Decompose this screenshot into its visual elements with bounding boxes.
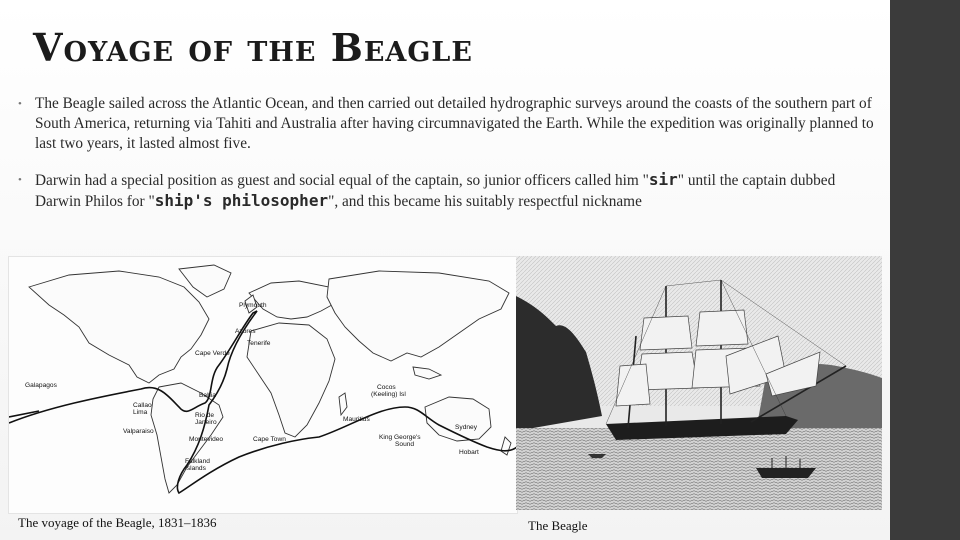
label-cocos: Cocos [377, 384, 396, 391]
bullet-text-philosopher: ship's philosopher [154, 191, 329, 210]
slide-title: Voyage of the Beagle [33, 25, 473, 70]
continent-north-america [29, 271, 209, 383]
label-cape-verde: Cape Verde [195, 350, 230, 357]
label-islands: Islands [185, 465, 206, 472]
label-cape-town: Cape Town [253, 436, 286, 443]
bullet-text-2c: ", and this became his suitably respectful nickname [328, 193, 642, 210]
label-plymouth: Plymouth [239, 302, 267, 309]
continent-asia [327, 271, 509, 361]
slide-sidebar-bar [890, 0, 960, 540]
voyage-map-svg [9, 257, 517, 513]
bullet-dot-icon: • [18, 98, 22, 110]
bullet-text-1: The Beagle sailed across the Atlantic Ocean, and then carried out detailed hydrographic surveys around the coasts of the southern part of South America, returning via Tahiti and Australia after having circumnavigated the Earth. While the expedition was originally planned to last two years, it lasted almost five. [35, 95, 874, 152]
bullet-list [18, 94, 880, 212]
label-azores: Azores [235, 328, 256, 335]
bullet-item-1 [18, 94, 880, 154]
bullet-dot-icon: • [18, 174, 22, 186]
label-lima: Lima [133, 409, 148, 416]
label-valparaiso: Valparaiso [123, 428, 154, 435]
label-galapagos: Galapagos [25, 382, 57, 389]
bullet-text-2b: " until the captain dubbed Darwin Philos for " [35, 172, 836, 210]
label-tenerife: Tenerife [247, 340, 271, 347]
ship-caption: The Beagle [528, 518, 588, 533]
label-mauritius: Mauritius [343, 416, 370, 423]
rowboat [756, 468, 816, 478]
label-falkland: Falkland [185, 458, 210, 465]
voyage-map-image [8, 256, 518, 514]
bullet-text-2a: Darwin had a special position as guest and social equal of the captain, so junior officers called him " [35, 172, 649, 189]
ship-engraving-svg [516, 256, 882, 510]
island-new-zealand [501, 437, 511, 455]
island-madagascar [339, 393, 347, 415]
label-montevideo: Montevideo [189, 436, 224, 443]
label-callao: Callao [133, 402, 152, 409]
label-sydney: Sydney [455, 424, 477, 431]
label-sound: Sound [395, 441, 415, 448]
beagle-ship-image [516, 256, 882, 510]
continent-europe [249, 281, 339, 319]
label-hobart: Hobart [459, 449, 479, 456]
bullet-item-2 [18, 170, 880, 212]
label-rio: Rio de [195, 412, 215, 419]
label-janeiro: Janeiro [195, 419, 217, 426]
bullet-text-sir: sir [648, 170, 678, 189]
label-keeling: (Keeling) Isl [371, 391, 406, 398]
islands-indonesia [413, 367, 441, 379]
label-king-george: King George's [379, 434, 421, 441]
continents [29, 265, 511, 493]
map-caption: The voyage of the Beagle, 1831–1836 [18, 515, 217, 530]
label-bahia: Bahia [199, 392, 216, 399]
